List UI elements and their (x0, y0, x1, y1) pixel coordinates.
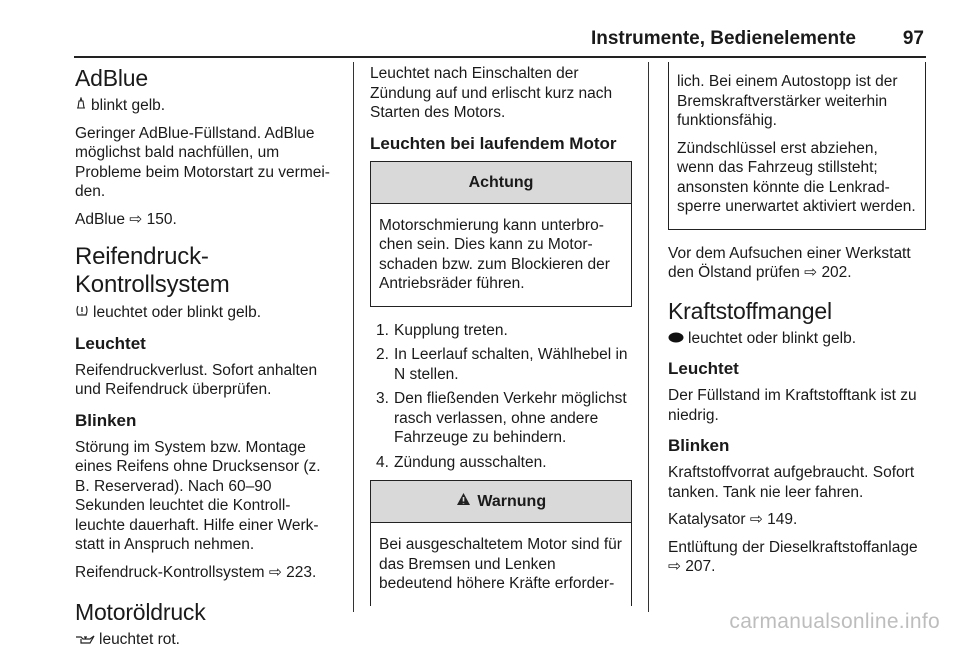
tpms-indicator-text: leuchtet oder blinkt gelb. (93, 304, 262, 321)
column-2 (370, 64, 632, 606)
fuel-blinken-text: Kraftstoffvorrat aufgebraucht. Sofort tanken. Tank nie leer fahren. (668, 464, 915, 501)
step-number: 4. (376, 453, 389, 471)
warning-title-row (371, 481, 631, 523)
adblue-indicator-text: blinkt gelb. (91, 97, 166, 114)
warning-title: Warnung (477, 493, 547, 510)
page-title: Instrumente, Bedienelemente (590, 28, 856, 49)
adblue-text: Geringer AdBlue-Füllstand. AdBlue möglichst bald nachfüllen, um Probleme beim Motorstart zu vermei-den. (75, 124, 330, 200)
column-1 (75, 64, 337, 658)
column-3 (668, 64, 926, 585)
adblue-indicator (75, 96, 337, 116)
step-number: 3. (376, 390, 389, 407)
step-text: Kupplung treten. (394, 321, 508, 339)
warning-continued-text-1: lich. Bei einem Autostopp ist der Bremskraftverstärker weiterhin funktionsfähig. (677, 73, 898, 129)
page-header (74, 0, 926, 58)
step-text: Zündung ausschalten. (394, 453, 547, 471)
column-divider (648, 62, 649, 612)
step-number: 1. (376, 321, 389, 339)
oil-pressure-heading: Motoröldruck (75, 599, 206, 625)
warning-box (370, 480, 632, 606)
list-item (370, 453, 632, 473)
warning-continued-text-2: Zündschlüssel erst abziehen, wenn das Fahrzeug stillsteht; ansonsten könnte die Lenkrad-sperre unerwartet aktiviert werden. (677, 139, 916, 215)
tpms-leuchtet-heading: Leuchtet (75, 333, 146, 353)
tpms-leuchtet-text: Reifendruckverlust. Sofort anhalten und Reifendruck überprüfen. (75, 361, 318, 398)
catalyst-ref: Katalysator ⇨ 149. (668, 511, 798, 528)
tpms-blinken-heading: Blinken (75, 410, 137, 430)
diesel-ref: Entlüftung der Dieselkraftstoffanlage ⇨ 207. (668, 538, 918, 575)
watermark: carmanualsonline.info (729, 610, 940, 633)
fuel-blinken-heading: Blinken (668, 436, 730, 455)
tpms-heading: Reifendruck-Kontrollsystem (75, 243, 230, 298)
oil-indicator (75, 630, 337, 650)
tpms-indicator (75, 303, 337, 323)
tpms-blinken-text: Störung im System bzw. Montage eines Reifens ohne Drucksensor (z. B. Reserverad). Nach 60–90 Sekunden leuchtet die Kontroll-leuchte dauerhaft. Hilfe einer Werk-statt in Anspruch nehmen. (75, 438, 321, 553)
list-item (370, 321, 632, 341)
column-divider (353, 62, 354, 612)
fuel-pump-icon (668, 329, 684, 349)
warning-continued-body (669, 62, 925, 229)
warning-triangle-icon (456, 493, 475, 510)
adblue-heading: AdBlue (75, 65, 148, 91)
workshop-text: Vor dem Aufsuchen einer Werkstatt den Ölstand prüfen ⇨ 202. (668, 244, 911, 281)
fuel-leuchtet-heading: Leuchtet (668, 359, 739, 378)
tire-pressure-icon (75, 303, 89, 323)
adblue-ref: AdBlue ⇨ 150. (75, 210, 177, 228)
page-number: 97 (902, 28, 924, 49)
step-text: Den fließenden Verkehr möglichst rasch verlassen, ohne andere Fahrzeuge zu behindern. (394, 390, 627, 446)
fuel-leuchtet-text: Der Füllstand im Kraftstofftank ist zu niedrig. (668, 387, 917, 424)
running-engine-heading: Leuchten bei laufendem Motor (370, 133, 617, 153)
steps-list (370, 321, 632, 473)
warning-box-continued (668, 62, 926, 230)
list-item (370, 389, 632, 448)
fuel-indicator (668, 329, 926, 349)
list-item (370, 345, 632, 384)
step-text: In Leerlauf schalten, Wählhebel in N stellen. (394, 346, 628, 383)
oil-indicator-text: leuchtet rot. (99, 631, 180, 648)
warning-text: Bei ausgeschaltetem Motor sind für das Bremsen und Lenken bedeutend höhere Kräfte erforder- (379, 536, 622, 592)
oil-can-icon (75, 630, 95, 650)
tpms-ref: Reifendruck-Kontrollsystem ⇨ 223. (75, 563, 317, 581)
oil-intro-text: Leuchtet nach Einschalten der Zündung auf und erlischt kurz nach Starten des Motors. (370, 65, 613, 121)
caution-box (370, 161, 632, 307)
adblue-warning-icon (75, 96, 87, 116)
fuel-heading: Kraftstoffmangel (668, 297, 832, 324)
caution-text: Motorschmierung kann unterbro-chen sein. Dies kann zu Motor-schaden bzw. zum Blockieren der Antriebsräder führen. (379, 216, 610, 292)
caution-title: Achtung (371, 162, 631, 204)
step-number: 2. (376, 346, 389, 363)
fuel-indicator-text: leuchtet oder blinkt gelb. (688, 329, 857, 347)
